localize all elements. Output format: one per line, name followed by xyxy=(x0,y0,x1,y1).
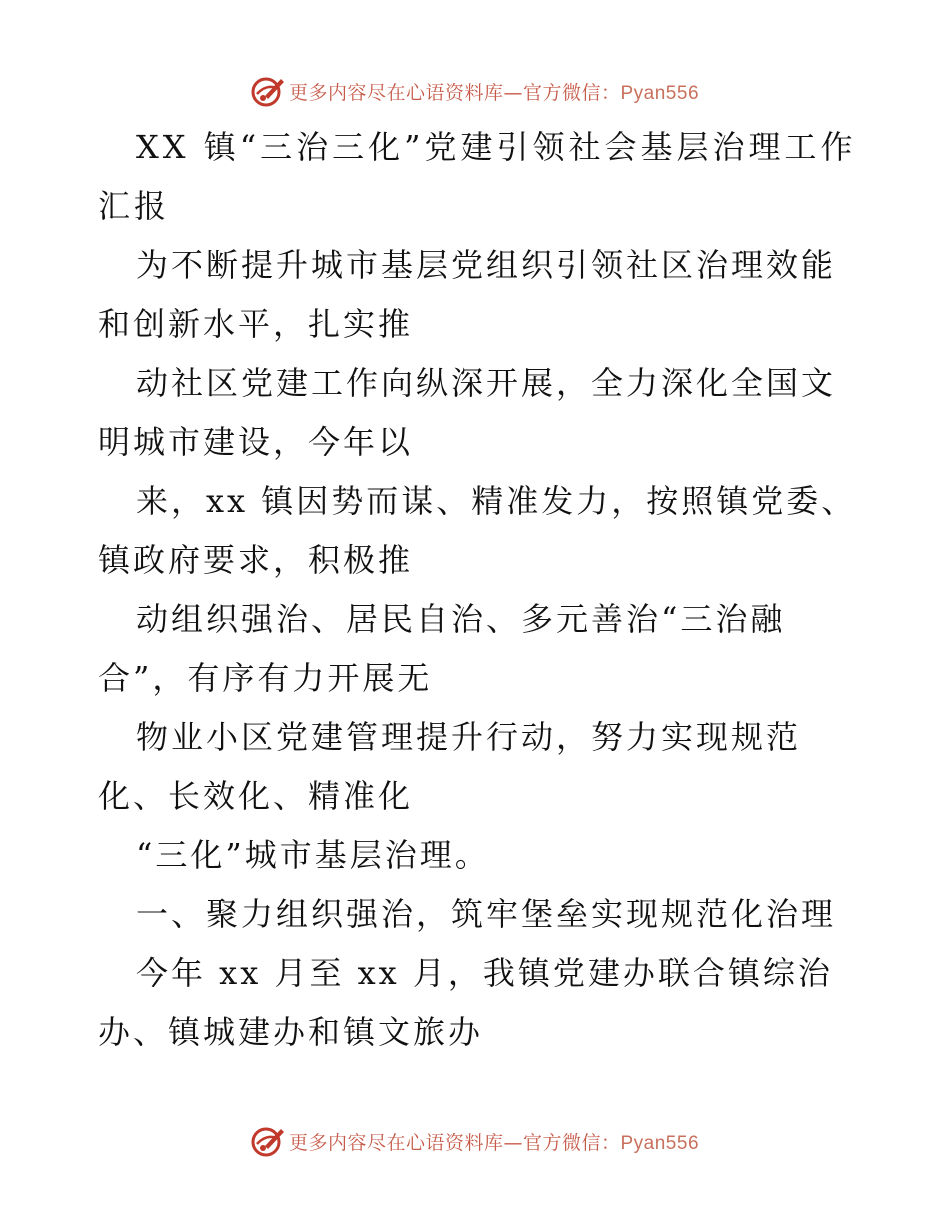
paragraph: 动社区党建工作向纵深开展，全力深化全国文明城市建设，今年以 xyxy=(98,364,837,461)
paragraph: 为不断提升城市基层党组织引领社区治理效能和创新水平，扎实推 xyxy=(98,246,837,343)
paragraph: 今年 xx 月至 xx 月，我镇党建办联合镇综治办、镇城建办和镇文旅办 xyxy=(98,954,833,1051)
document-title: XX 镇“三治三化”党建引领社会基层治理工作汇报 xyxy=(98,128,857,225)
footer-watermark xyxy=(0,1124,950,1158)
paragraph: “三化”城市基层治理。 xyxy=(136,836,490,874)
document-body xyxy=(98,118,858,1062)
pen-logo-icon xyxy=(251,74,285,108)
paragraph: 动组织强治、居民自治、多元善治“三治融合”，有序有力开展无 xyxy=(98,600,786,697)
header-watermark xyxy=(0,74,950,108)
paragraph: 来，xx 镇因势而谋、精准发力，按照镇党委、镇政府要求，积极推 xyxy=(98,482,857,579)
paragraph: 物业小区党建管理提升行动，努力实现规范化、长效化、精准化 xyxy=(98,718,802,815)
pen-logo-icon xyxy=(251,1124,285,1158)
watermark-text xyxy=(289,78,699,105)
watermark-label: 更多内容尽在心语资料库—官方微信： xyxy=(288,81,621,104)
watermark-text xyxy=(289,1128,699,1155)
watermark-account: Pyan556 xyxy=(620,1132,700,1154)
watermark-label: 更多内容尽在心语资料库—官方微信： xyxy=(288,1131,621,1154)
section-heading: 一、聚力组织强治，筑牢堡垒实现规范化治理 xyxy=(136,895,837,933)
watermark-account: Pyan556 xyxy=(620,82,700,104)
